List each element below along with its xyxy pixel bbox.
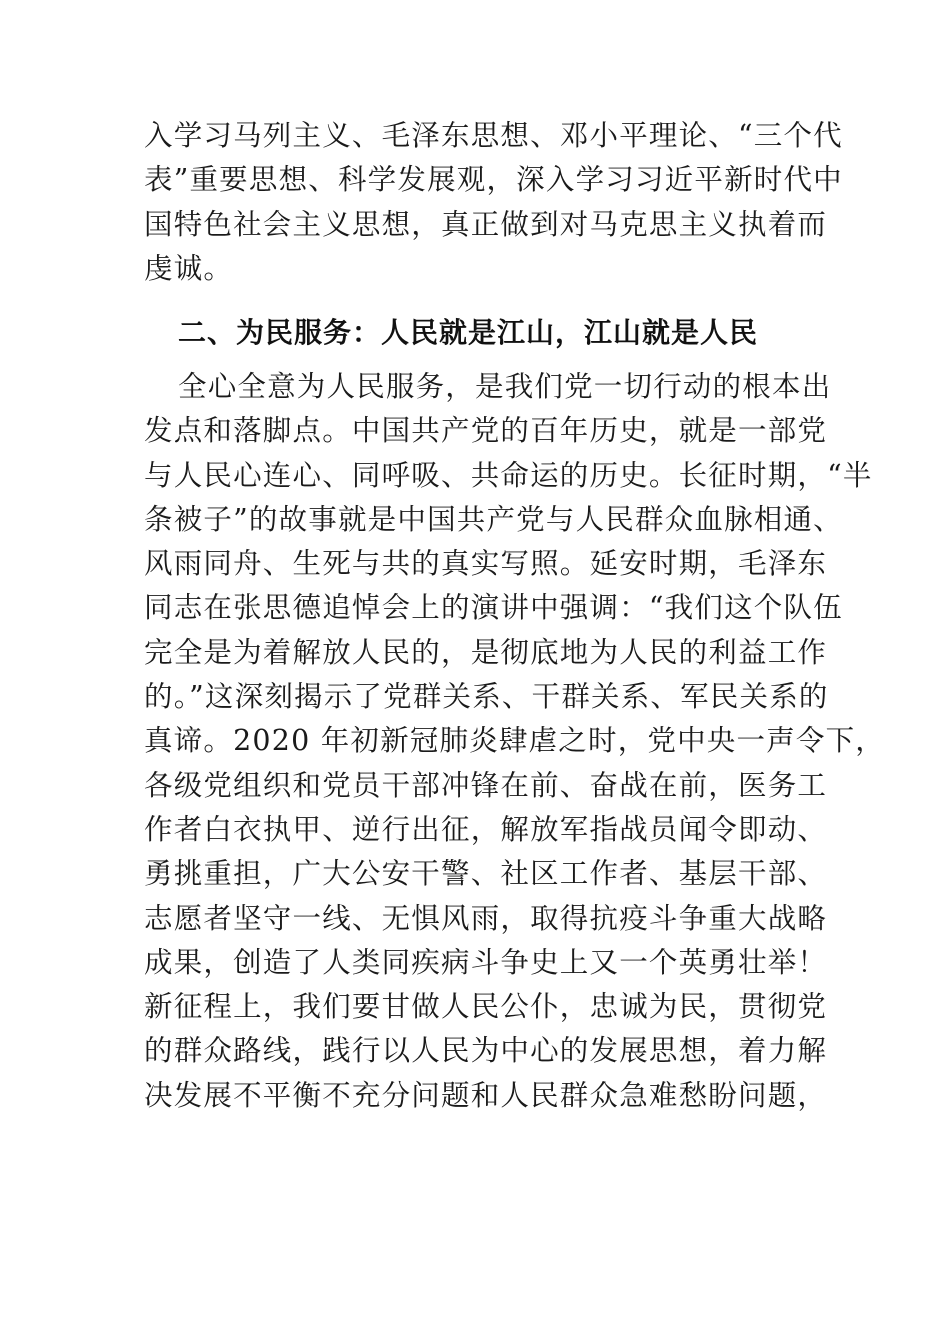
text-line: 的。”这深刻揭示了党群关系、干群关系、军民关系的: [144, 680, 829, 714]
text-line: 表”重要思想、科学发展观，深入学习习近平新时代中: [144, 163, 843, 197]
text-line: 风雨同舟、生死与共的真实写照。延安时期，毛泽东: [144, 547, 828, 581]
text-line: 与人民心连心、同呼吸、共命运的历史。长征时期，“半: [144, 458, 873, 492]
text-line: 入学习马列主义、毛泽东思想、邓小平理论、“三个代: [144, 119, 843, 152]
text-line: 新征程上，我们要甘做人民公仆，忠诚为民，贯彻党: [144, 990, 828, 1024]
text-line: 国特色社会主义思想，真正做到对马克思主义执着而: [144, 207, 828, 241]
text-line: 志愿者坚守一线、无惧风雨，取得抗疫斗争重大战略: [144, 901, 828, 935]
text-line: 条被子”的故事就是中国共产党与人民群众血脉相通、: [144, 502, 843, 536]
text-line: 真谛。2020 年初新冠肺炎肆虐之时，党中央一声令下，: [144, 724, 885, 758]
text-line: 决发展不平衡不充分问题和人民群众急难愁盼问题，: [144, 1078, 828, 1112]
text-line: 同志在张思德追悼会上的演讲中强调：“我们这个队伍: [144, 591, 843, 625]
text-line: 作者白衣执甲、逆行出征，解放军指战员闻令即动、: [144, 812, 828, 846]
text-line: 成果，创造了人类同疾病斗争史上又一个英勇壮举！: [144, 945, 828, 979]
text-line: 虔诚。: [144, 251, 234, 285]
text-line: 勇挑重担，广大公安干警、社区工作者、基层干部、: [144, 857, 828, 891]
section-heading: 二、为民服务：人民就是江山，江山就是人民: [178, 316, 759, 349]
text-line: 各级党组织和党员干部冲锋在前、奋战在前，医务工: [144, 768, 828, 802]
text-line: 发点和落脚点。中国共产党的百年历史，就是一部党: [144, 414, 828, 448]
text-line: 全心全意为人民服务，是我们党一切行动的根本出: [178, 370, 832, 403]
text-line: 的群众路线，践行以人民为中心的发展思想，着力解: [144, 1034, 828, 1068]
paragraph-continued: [144, 114, 843, 291]
paragraph-body: [144, 365, 885, 1118]
text-line: 完全是为着解放人民的，是彻底地为人民的利益工作: [144, 635, 828, 669]
